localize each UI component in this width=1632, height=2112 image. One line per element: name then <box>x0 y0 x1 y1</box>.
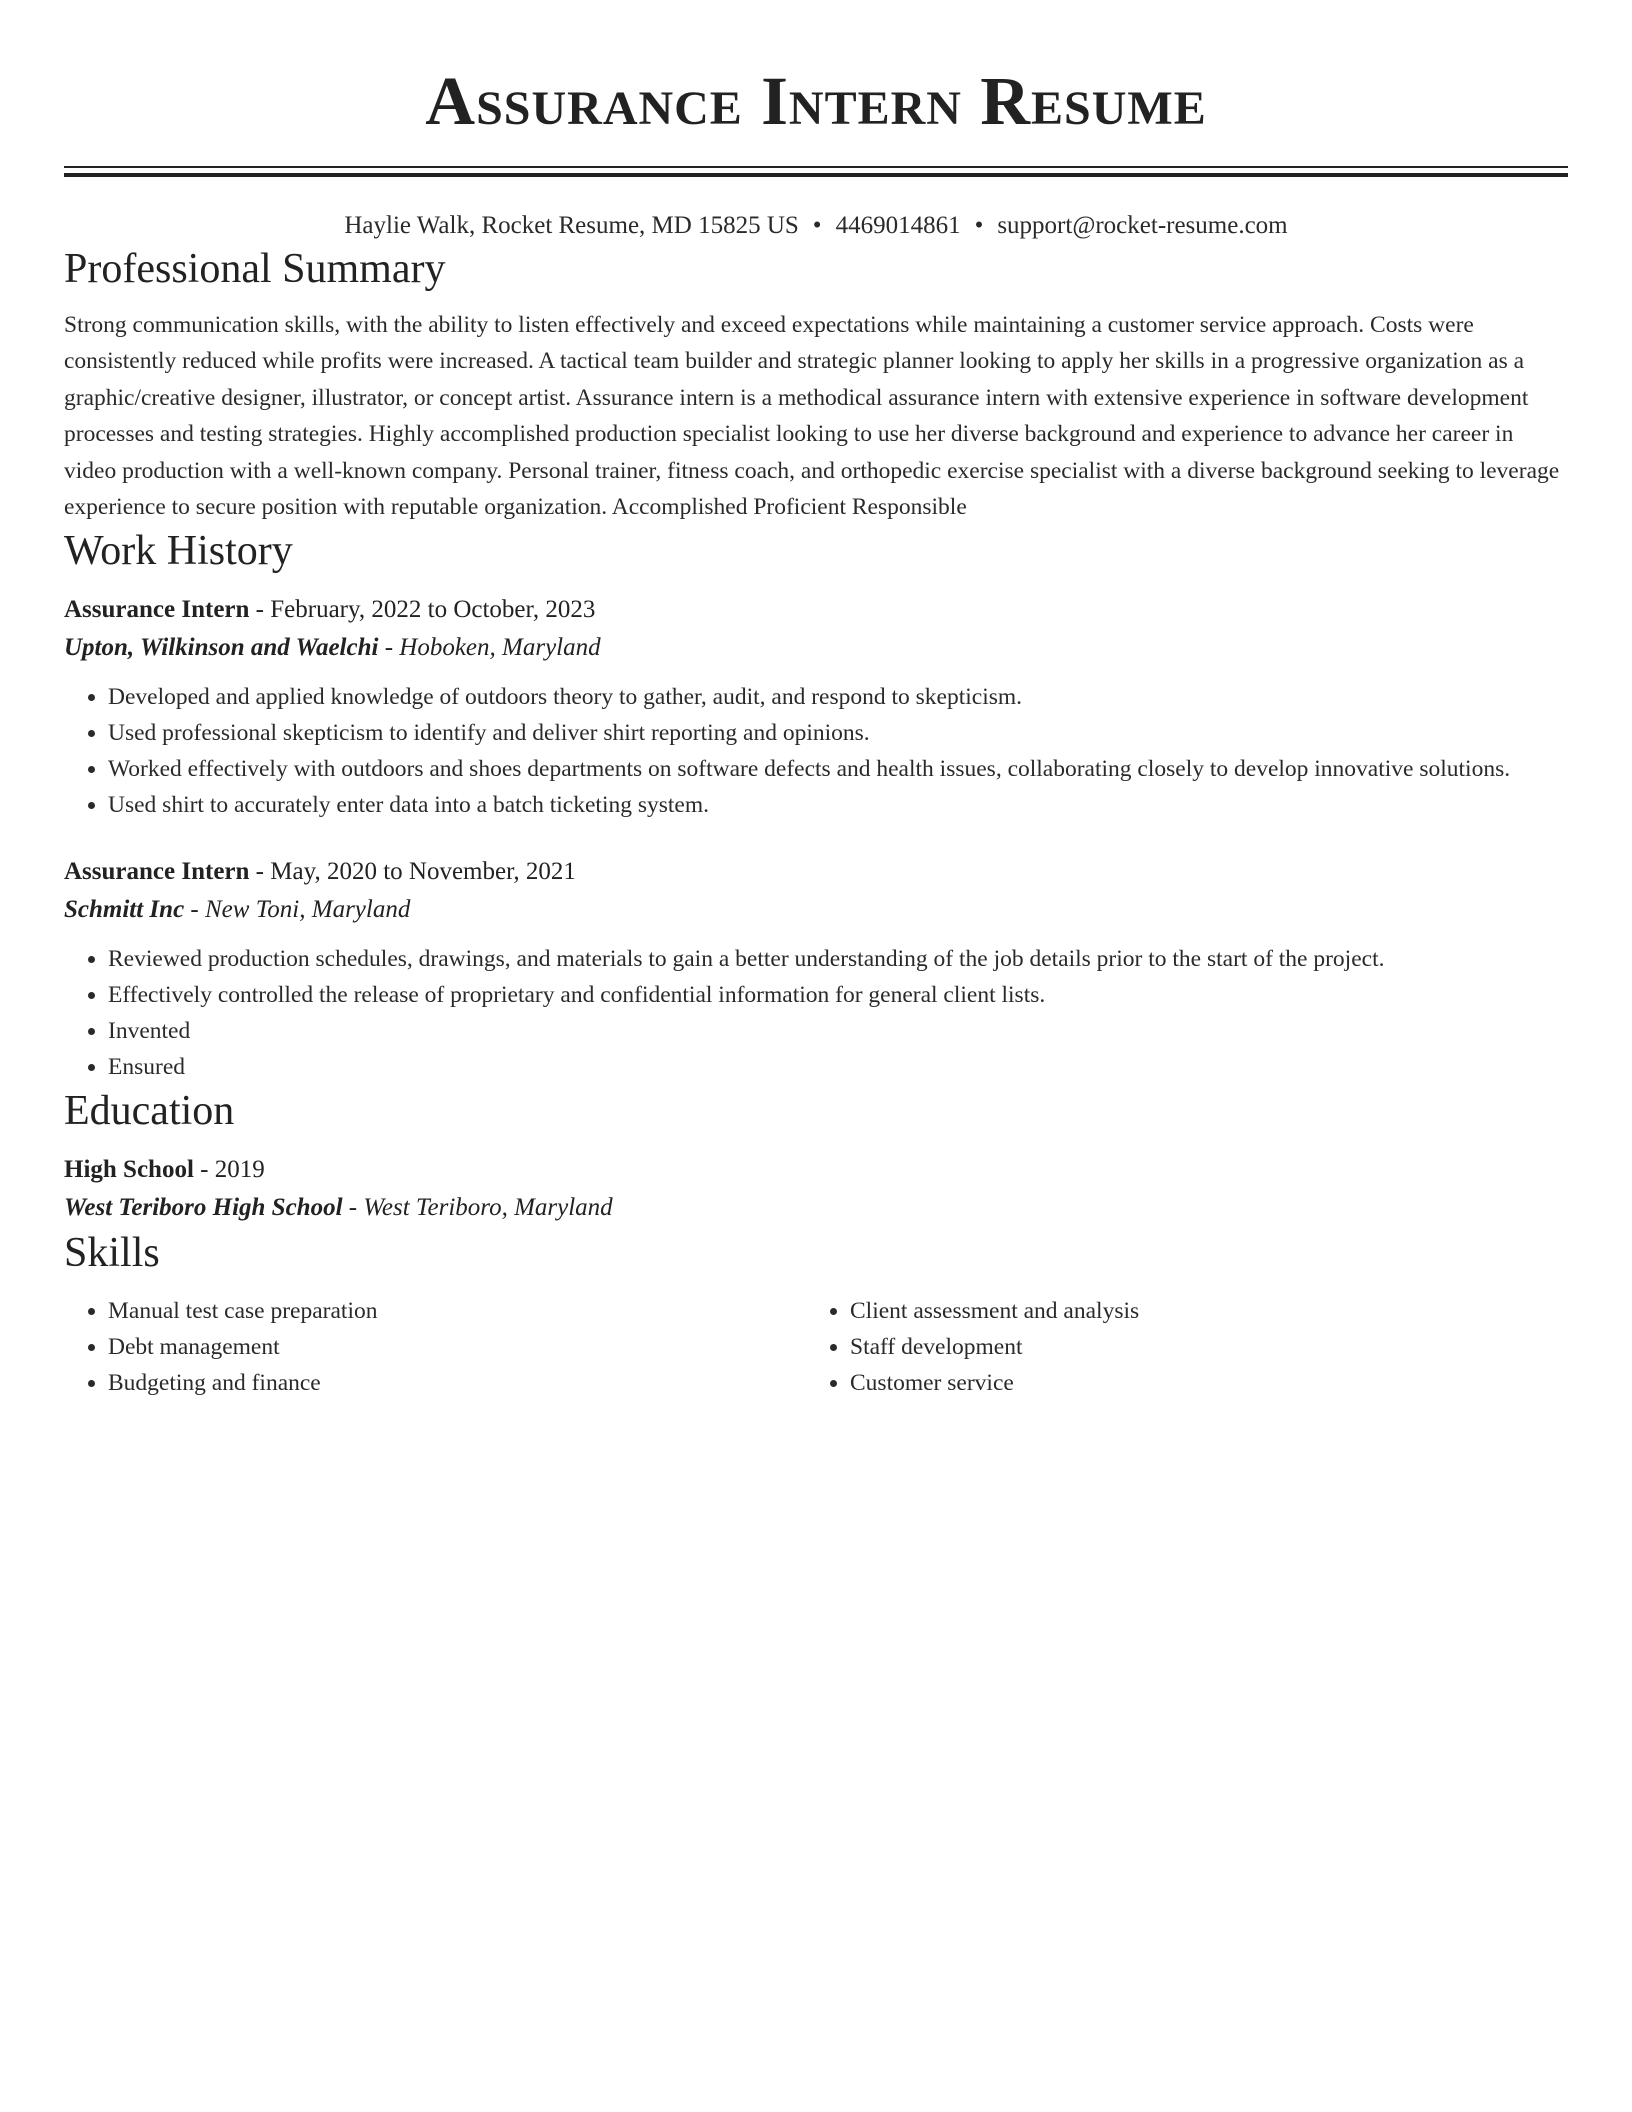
job-entry <box>64 853 1568 1085</box>
job-bullet: • Effectively controlled the release of proprietary and confidential information for general client lists. <box>108 977 1568 1013</box>
job-dates: - May, 2020 to November, 2021 <box>249 858 576 886</box>
education-entry <box>64 1151 1568 1227</box>
job-entry <box>64 591 1568 823</box>
job-bullets <box>64 941 1568 1085</box>
skill-item: • Staff development <box>850 1329 1548 1365</box>
skills-list-right <box>806 1293 1548 1401</box>
graduation-year: - 2019 <box>193 1156 265 1184</box>
job-title-line <box>64 853 1568 891</box>
employer-location: - Hoboken, Maryland <box>378 634 601 662</box>
contact-line <box>64 209 1568 243</box>
job-bullet: • Reviewed production schedules, drawings, and materials to gain a better understanding of the job details prior to the start of the project. <box>108 941 1568 977</box>
school-location: - West Teriboro, Maryland <box>342 1194 613 1222</box>
contact-phone: 4469014861 <box>835 212 961 239</box>
skill-item: • Budgeting and finance <box>108 1365 806 1401</box>
contact-separator: • <box>812 212 822 239</box>
contact-address: Haylie Walk, Rocket Resume, MD 15825 US <box>344 212 799 239</box>
work-history-heading: Work History <box>64 528 293 575</box>
skill-item: • Manual test case preparation <box>108 1293 806 1329</box>
job-bullet: • Ensured <box>108 1049 1568 1085</box>
skills-heading: Skills <box>64 1230 160 1277</box>
job-dates: - February, 2022 to October, 2023 <box>249 596 596 624</box>
summary-text: Strong communication skills, with the ability to listen effectively and exceed expectations while maintaining a customer service approach. Costs were consistently reduced while profits were increased. A tactical team builder and strategic planner looking to apply her skills in a progressive organization as a graphic/creative designer, illustrator, or concept artist. Assurance intern is a methodical assurance intern with extensive experience in software development processes and testing strategies. Highly accomplished production specialist looking to use her diverse background and experience to advance her career in video production with a well-known company. Personal trainer, fitness coach, and orthopedic exercise specialist with a diverse background seeking to leverage experience to secure position with reputable organization. Accomplished Proficient Responsible <box>64 312 1560 521</box>
job-bullet: • Worked effectively with outdoors and shoes departments on software defects and health issues, collaborating closely to develop innovative solutions. <box>108 751 1568 787</box>
skill-item: • Client assessment and analysis <box>850 1293 1548 1329</box>
employer-location: - New Toni, Maryland <box>184 896 411 924</box>
skills-columns <box>64 1293 1568 1401</box>
resume-title: Assurance Intern Resume <box>425 63 1207 139</box>
degree-line <box>64 1151 1568 1189</box>
job-bullet: • Used professional skepticism to identify and deliver shirt reporting and opinions. <box>108 715 1568 751</box>
school-name: West Teriboro High School <box>64 1194 343 1222</box>
contact-email: support@rocket-resume.com <box>997 212 1288 239</box>
job-bullet: • Invented <box>108 1013 1568 1049</box>
job-title: Assurance Intern <box>64 596 250 624</box>
job-bullet: • Developed and applied knowledge of outdoors theory to gather, audit, and respond to skepticism. <box>108 679 1568 715</box>
skills-list-left <box>64 1293 806 1401</box>
contact-separator: • <box>974 212 984 239</box>
employer-name: Schmitt Inc <box>64 896 185 924</box>
degree: High School <box>64 1156 194 1184</box>
job-title-line <box>64 591 1568 629</box>
job-bullet: • Used shirt to accurately enter data into a batch ticketing system. <box>108 787 1568 823</box>
skill-item: • Debt management <box>108 1329 806 1365</box>
skill-item: • Customer service <box>850 1365 1548 1401</box>
employer-name: Upton, Wilkinson and Waelchi <box>64 634 379 662</box>
employer-line <box>64 891 1568 929</box>
summary-heading: Professional Summary <box>64 246 446 292</box>
job-bullets <box>64 679 1568 823</box>
job-title: Assurance Intern <box>64 858 250 886</box>
school-line <box>64 1189 1568 1227</box>
title-divider <box>64 166 1568 177</box>
employer-line <box>64 629 1568 667</box>
education-heading: Education <box>64 1088 235 1135</box>
